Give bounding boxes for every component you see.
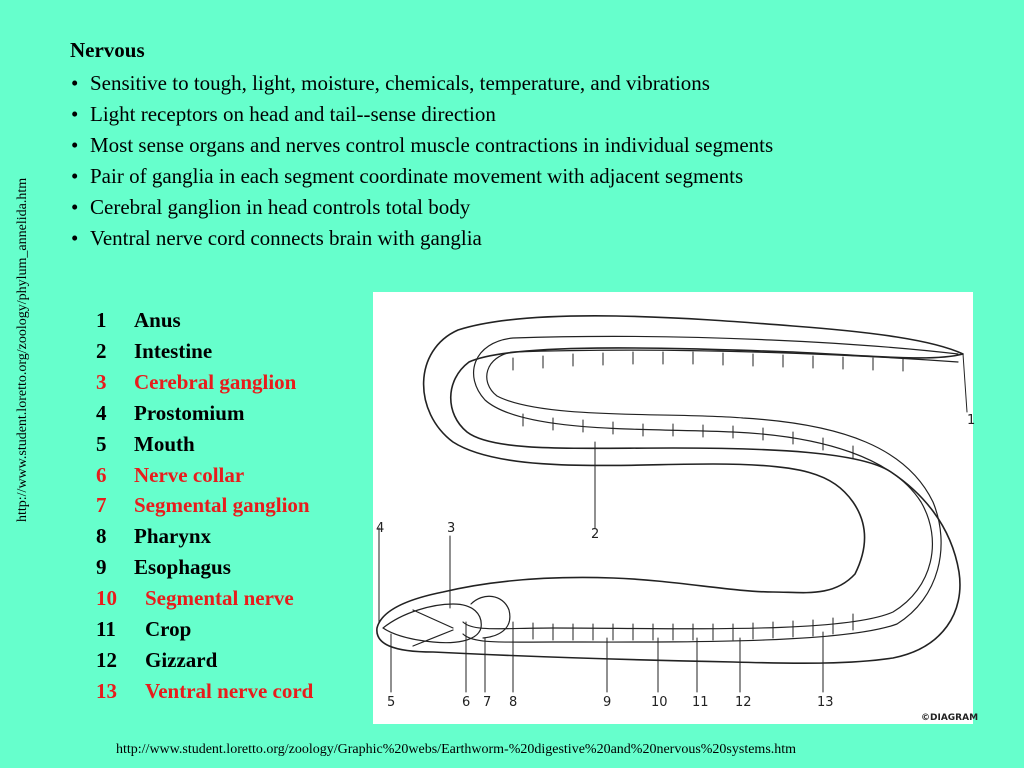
- legend-item: [96, 367, 313, 398]
- bullet-item: [70, 161, 773, 192]
- legend-item: [96, 429, 313, 460]
- legend-item: [96, 398, 313, 429]
- legend-item: [96, 460, 313, 491]
- bullet-item: [70, 223, 773, 254]
- legend-number: 1: [96, 308, 107, 332]
- legend-label: Segmental nerve: [145, 586, 294, 611]
- legend-item: [96, 676, 313, 707]
- legend-number: 9: [96, 555, 107, 580]
- diagram-label-5: 5: [387, 695, 396, 710]
- legend-item: [96, 336, 313, 367]
- legend-label: Nerve collar: [134, 462, 245, 487]
- segmental-nerves: [513, 352, 903, 640]
- diagram-legend: [96, 305, 313, 707]
- bullet-item: [70, 68, 773, 99]
- diagram-label-9: 9: [603, 695, 612, 710]
- legend-number: 2: [96, 338, 107, 363]
- legend-number: 3: [96, 369, 107, 394]
- diagram-label-1: 1: [967, 413, 976, 428]
- bullet-item: [70, 99, 773, 130]
- side-source-link[interactable]: http://www.student.loretto.org/zoology/phylum_annelida.htm: [15, 177, 30, 522]
- legend-number: 4: [96, 400, 107, 425]
- legend-number: 6: [96, 462, 107, 487]
- legend-item: [96, 490, 313, 521]
- slide-heading: Nervous: [70, 38, 145, 62]
- legend-label: Intestine: [134, 338, 213, 363]
- legend-number: 12: [96, 647, 117, 672]
- earthworm-diagram: [373, 292, 979, 724]
- diagram-label-11: 11: [692, 695, 709, 710]
- bottom-source-link[interactable]: http://www.student.loretto.org/zoology/Graphic%20webs/Earthworm-%20digestive%20and%20nervous%20systems.htm: [116, 742, 797, 757]
- legend-label: Esophagus: [134, 555, 231, 580]
- legend-label: Ventral nerve cord: [145, 678, 314, 703]
- legend-item: [96, 521, 313, 552]
- bullet-text: Sensitive to tough, light, moisture, chemicals, temperature, and vibrations: [90, 71, 710, 95]
- legend-item: [96, 583, 313, 614]
- bullet-text: Pair of ganglia in each segment coordinate movement with adjacent segments: [90, 164, 744, 188]
- legend-label: Gizzard: [145, 647, 218, 672]
- legend-number: 5: [96, 431, 107, 456]
- bullet-dot: •: [71, 133, 79, 157]
- legend-number: 11: [96, 617, 116, 642]
- legend-label: Cerebral ganglion: [134, 369, 297, 394]
- legend-item: [96, 552, 313, 583]
- diagram-label-10: 10: [651, 695, 668, 710]
- diagram-label-12: 12: [735, 695, 752, 710]
- legend-item: [96, 614, 313, 645]
- bullet-text: Most sense organs and nerves control muscle contractions in individual segments: [90, 133, 774, 157]
- legend-number: 8: [96, 524, 107, 549]
- worm-outer-outline: [377, 316, 963, 663]
- legend-label: Pharynx: [134, 524, 212, 549]
- diagram-label-4: 4: [376, 521, 385, 536]
- diagram-label-13: 13: [817, 695, 834, 710]
- bullet-dot: •: [71, 71, 79, 95]
- legend-label: Prostomium: [134, 400, 245, 425]
- legend-number: 13: [96, 678, 117, 703]
- legend-label: Mouth: [134, 431, 195, 456]
- legend-label: Segmental ganglion: [134, 493, 310, 518]
- legend-item: [96, 645, 313, 676]
- diagram-label-7: 7: [483, 695, 492, 710]
- diagram-label-2: 2: [591, 527, 600, 542]
- legend-number: 7: [96, 493, 107, 518]
- bullet-text: Light receptors on head and tail--sense direction: [90, 102, 496, 126]
- bullet-dot: •: [71, 102, 79, 126]
- legend-label: Anus: [134, 308, 181, 332]
- bullet-list: [70, 68, 773, 254]
- legend-label: Crop: [145, 617, 192, 642]
- bullet-item: [70, 130, 773, 161]
- diagram-label-3: 3: [447, 521, 456, 536]
- bullet-text: Cerebral ganglion in head controls total body: [90, 195, 471, 219]
- worm-gut-outline: [463, 336, 958, 642]
- bullet-dot: •: [71, 195, 79, 219]
- diagram-credit: ©DIAGRAM: [921, 713, 979, 723]
- earthworm-illustration: [373, 292, 979, 724]
- diagram-label-8: 8: [509, 695, 518, 710]
- bullet-dot: •: [71, 164, 79, 188]
- legend-number: 10: [96, 586, 117, 611]
- diagram-label-6: 6: [462, 695, 471, 710]
- bullet-dot: •: [71, 226, 79, 250]
- bullet-item: [70, 192, 773, 223]
- bullet-text: Ventral nerve cord connects brain with ganglia: [90, 226, 482, 250]
- legend-item: [96, 305, 313, 336]
